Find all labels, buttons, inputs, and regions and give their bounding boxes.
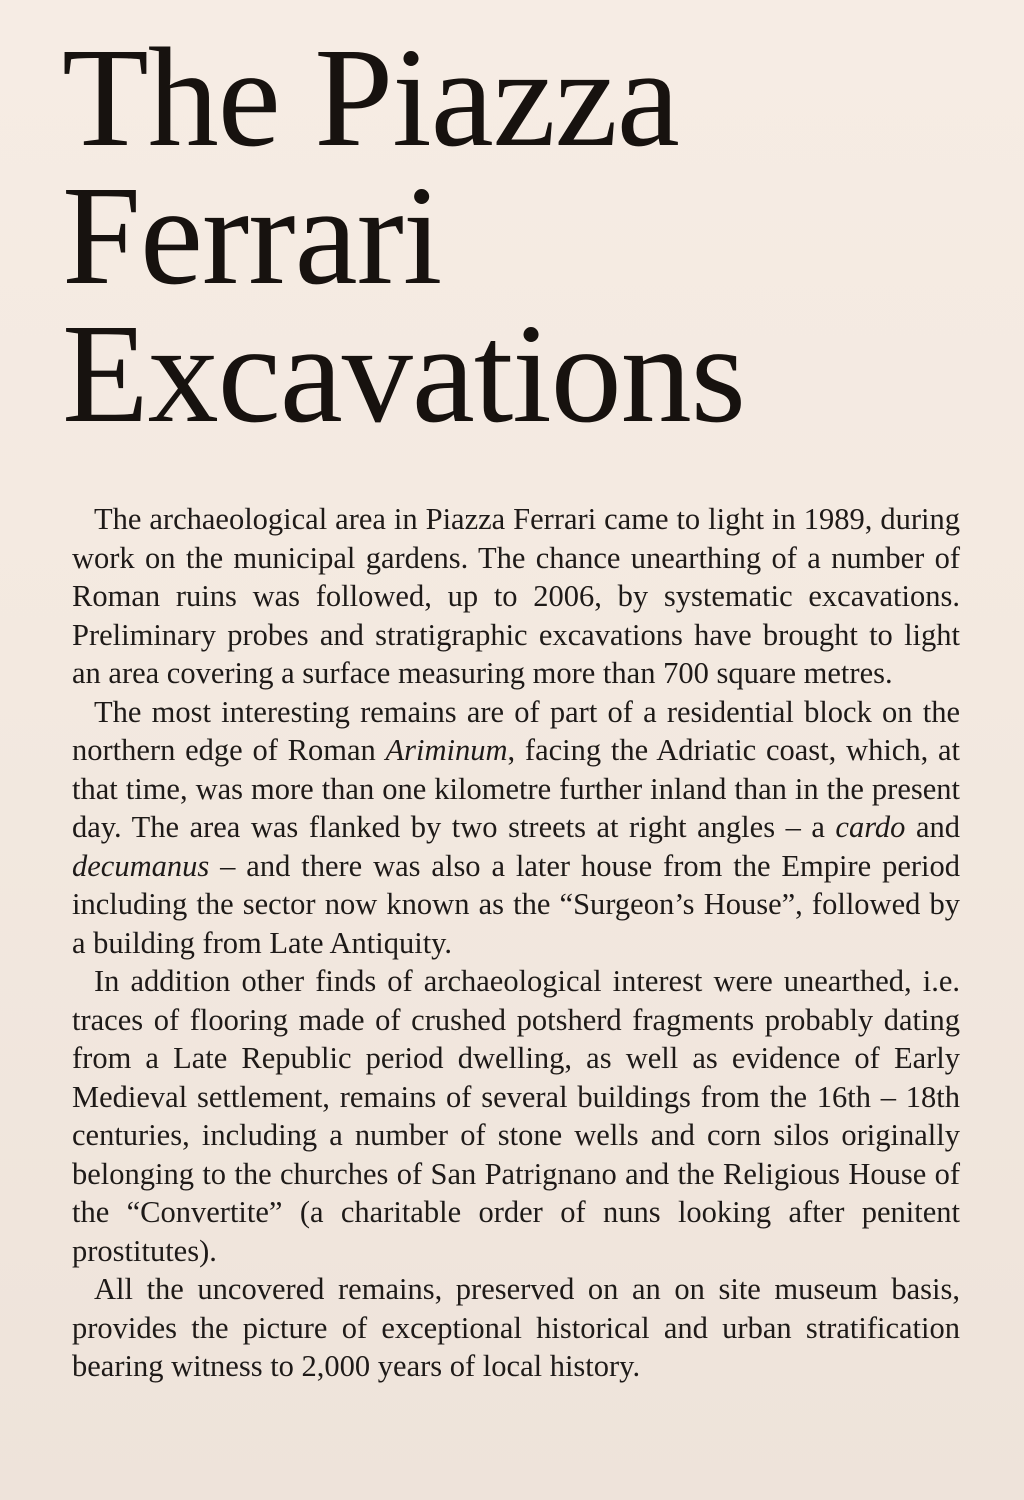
title-line-2: Ferrari: [62, 156, 442, 314]
paragraph-2-text-d: – and there was also a later house from the Empire period including the sector now known as the “Surgeon’s House”, followed by a building from Late Antiquity.: [72, 848, 960, 960]
paragraph-3: In addition other finds of archaeological interest were unearthed, i.e. traces of flooring made of crushed potsherd fragments probably dating from a Late Republic period dwelling, as well as evidence of Early Medieval settlement, remains of several buildings from the 16th – 18th centuries, including a number of stone wells and corn silos originally belonging to the churches of San Patrignano and the Religious House of the “Convertite” (a charitable order of nuns looking after penitent prostitutes).: [72, 964, 960, 1268]
title-line-1: The Piazza: [62, 18, 679, 176]
paragraph-2: [72, 693, 960, 963]
paragraph-4: All the uncovered remains, preserved on an on site museum basis, provides the picture of exceptional historical and urban stratification bearing witness to 2,000 years of local history.: [72, 1272, 960, 1383]
paragraph-2-italic-cardo: cardo: [835, 810, 906, 844]
body-text: [72, 500, 960, 1386]
paragraph-2-italic-decumanus: decumanus: [72, 848, 210, 883]
page-title: [62, 18, 745, 452]
paragraph-2-italic-ariminum: Ariminum: [385, 733, 508, 767]
title-line-3: Excavations: [62, 294, 745, 452]
paragraph-2-text-c: and: [905, 810, 960, 844]
paragraph-2-text-a: The most interesting remains are of part of a residential block on the northern edge of Roman: [72, 694, 960, 767]
paragraph-1: The archaeological area in Piazza Ferrari came to light in 1989, during work on the municipal gardens. The chance unearthing of a number of Roman ruins was followed, up to 2006, by systematic excavations. Preliminary probes and stratigraphic excavations have brought to light an area covering a surface measuring more than 700 square metres.: [72, 502, 960, 690]
paragraph-2-text-b: , facing the Adriatic coast, which, at that time, was more than one kilometre further inland than in the present day. The area was flanked by two streets at right angles – a: [72, 733, 960, 844]
